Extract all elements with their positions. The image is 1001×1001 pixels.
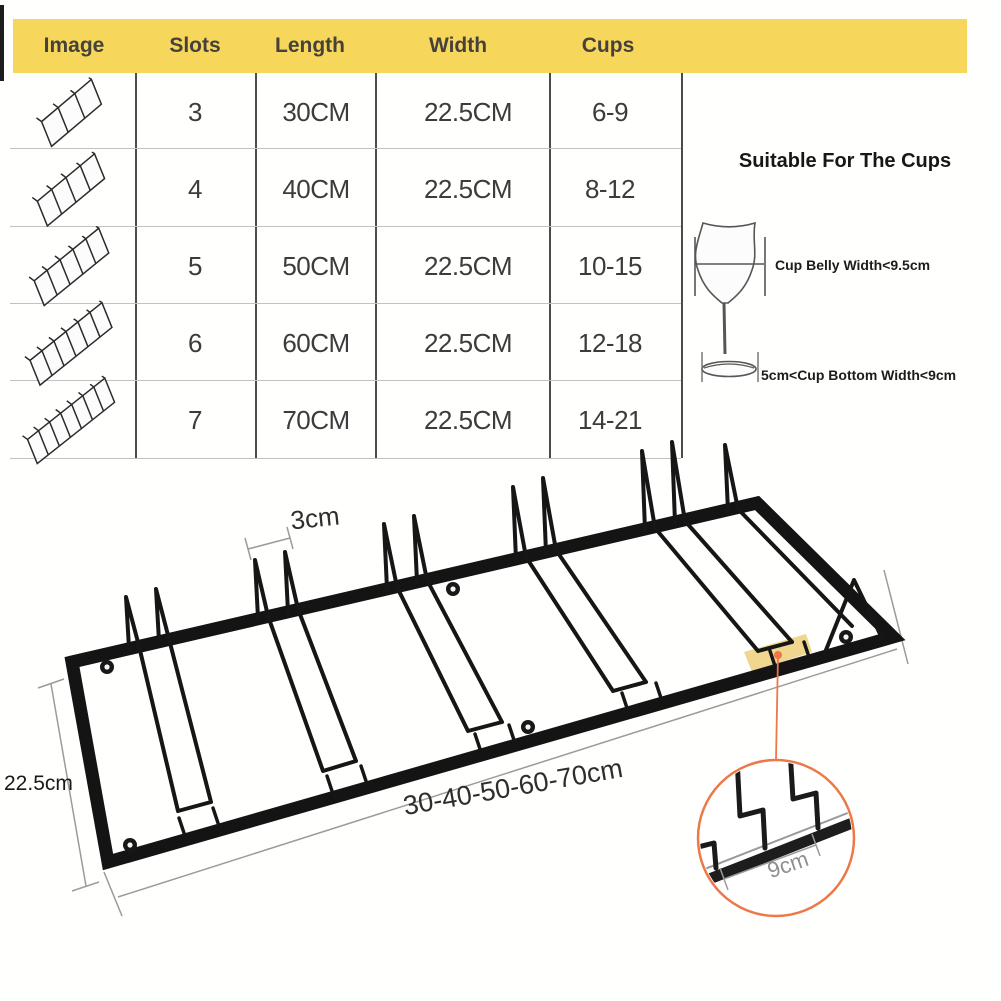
table-column-line — [135, 73, 137, 458]
header-width: Width — [428, 34, 488, 57]
table-row-line — [10, 226, 681, 227]
header-image: Image — [43, 34, 105, 57]
rack-thumbnail-icon — [16, 319, 132, 367]
table-row-line — [10, 148, 681, 149]
cell-cups: 14-21 — [578, 405, 642, 435]
length-dimension: 30-40-50-60-70cm — [400, 752, 625, 822]
header-cups: Cups — [581, 34, 635, 57]
product-photo — [0, 440, 1001, 1001]
rack-thumbnail-icon — [16, 242, 132, 290]
cell-length: 70CM — [282, 405, 350, 435]
rack-thumbnail-icon — [16, 396, 132, 444]
cell-slots: 3 — [188, 97, 202, 127]
depth-dimension: 22.5cm — [4, 772, 73, 795]
cell-length: 40CM — [282, 174, 350, 204]
rack-thumbnail-icon — [16, 165, 132, 213]
cell-cups: 8-12 — [584, 174, 636, 204]
cell-cups: 6-9 — [591, 97, 629, 127]
belly-width-note: Cup Belly Width<9.5cm — [775, 257, 931, 273]
cell-cups: 10-15 — [578, 251, 642, 281]
header-slots: Slots — [169, 34, 221, 57]
cell-slots: 4 — [188, 174, 202, 204]
cell-length: 60CM — [282, 328, 350, 358]
cups-panel-title: Suitable For The Cups — [738, 150, 952, 172]
cell-slots: 6 — [188, 328, 202, 358]
rail-dimension: 9cm — [764, 845, 812, 884]
cell-slots: 7 — [188, 405, 202, 435]
cell-width: 22.5CM — [423, 174, 513, 204]
cell-length: 50CM — [282, 251, 350, 281]
slot-gap-dimension: 3cm — [288, 500, 341, 536]
cell-length: 30CM — [282, 97, 350, 127]
header-length: Length — [275, 34, 345, 57]
photo-edge-artifact — [0, 5, 4, 81]
table-header-band — [13, 19, 967, 73]
cell-width: 22.5CM — [423, 405, 513, 435]
bottom-width-note: 5cm<Cup Bottom Width<9cm — [761, 367, 957, 383]
cell-cups: 12-18 — [578, 328, 642, 358]
cell-width: 22.5CM — [423, 97, 513, 127]
cell-slots: 5 — [188, 251, 202, 281]
cell-width: 22.5CM — [423, 328, 513, 358]
rack-thumbnail-icon — [16, 88, 132, 136]
cell-width: 22.5CM — [423, 251, 513, 281]
